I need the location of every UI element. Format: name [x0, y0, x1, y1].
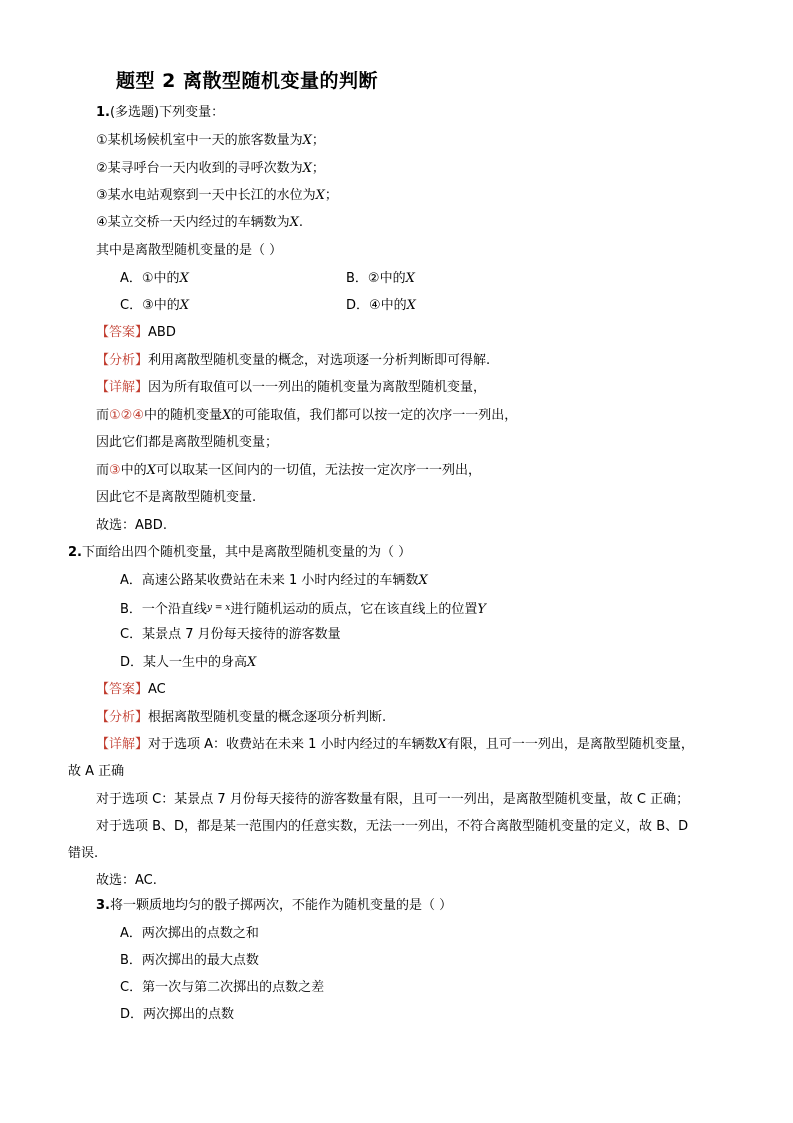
q1-detail-4d: 可以取某一区间内的一切值，无法按一定次序一一列出， — [155, 463, 481, 478]
q2-detail-2: 对于选项 C：某景点 7 月份每天接待的游客数量有限，且可一一列出，是离散型随机变量，故 C 正确； — [96, 792, 690, 807]
q2-detail-1c: 故 A 正确 — [68, 764, 125, 779]
q1-option-c — [120, 297, 189, 315]
q1-detail-4-var: X — [146, 463, 156, 478]
q2-stem-text: 下面给出四个随机变量，其中是离散型随机变量的为（ ） — [81, 545, 412, 560]
q1-item-2-suffix: ； — [311, 161, 325, 176]
q1-item-3-text: ③某水电站观察到一天中长江的水位为 — [96, 188, 316, 203]
q2-analysis — [96, 709, 386, 727]
q1-detail-4-circled: ③ — [109, 463, 121, 478]
q2-detail-1 — [96, 736, 694, 754]
q1-item-1-text: ①某机场候机室中一天的旅客数量为 — [96, 133, 303, 148]
q2-option-a-var: X — [418, 573, 428, 588]
q1-option-b-var: X — [405, 271, 415, 286]
q2-answer — [96, 681, 166, 699]
q1-item-4-var: X — [289, 215, 299, 230]
q1-detail-1-text: 因为所有取值可以一一列出的随机变量为离散型随机变量， — [148, 380, 487, 395]
q1-answer-tag: 【答案】 — [96, 325, 149, 340]
q2-number: 2. — [68, 545, 82, 560]
q1-analysis — [96, 352, 490, 370]
q1-detail-2 — [96, 407, 517, 425]
q1-option-a-label: A．①中的 — [120, 271, 180, 286]
q1-stem — [96, 104, 224, 122]
q1-option-a — [120, 270, 189, 288]
q1-detail-tag: 【详解】 — [96, 380, 149, 395]
q1-answer-value: ABD — [148, 325, 176, 340]
q2-option-b-text2: 进行随机运动的质点，它在该直线上的位置 — [230, 602, 478, 617]
q1-item-2 — [96, 160, 325, 178]
q1-detail-2-var: X — [222, 408, 232, 423]
q1-option-d-label: D．④中的 — [346, 298, 407, 313]
q1-option-b-label: B．②中的 — [346, 271, 406, 286]
q1-detail-2a: 而 — [96, 408, 110, 423]
q2-option-a-text: A．高速公路某收费站在未来 1 小时内经过的车辆数 — [120, 573, 419, 588]
q1-option-d-var: X — [406, 298, 416, 313]
q3-option-a: A．两次掷出的点数之和 — [120, 926, 259, 941]
q1-item-3 — [96, 187, 338, 205]
q3-stem — [96, 897, 452, 915]
q1-detail-4c: 中的 — [120, 463, 147, 478]
q1-option-c-var: X — [179, 298, 189, 313]
q1-item-3-suffix: ； — [324, 188, 338, 203]
q1-detail-2d: 的可能取值，我们都可以按一定的次序一一列出， — [231, 408, 518, 423]
q2-option-b — [120, 599, 486, 619]
q2-detail-3b: 错误. — [68, 846, 99, 861]
q1-detail-1 — [96, 379, 486, 397]
q2-stem — [68, 544, 411, 562]
q2-answer-tag: 【答案】 — [96, 682, 149, 697]
q1-item-1-suffix: ； — [311, 133, 325, 148]
q1-item-2-text: ②某寻呼台一天内收到的寻呼次数为 — [96, 161, 303, 176]
q1-detail-4 — [96, 462, 481, 480]
q2-answer-value: AC — [148, 682, 166, 697]
q3-stem-text: 将一颗质地均匀的骰子掷两次，不能作为随机变量的是（ ） — [109, 898, 453, 913]
q1-number: 1. — [96, 105, 110, 120]
q2-analysis-text: 根据离散型随机变量的概念逐项分析判断. — [148, 710, 387, 725]
q3-number: 3. — [96, 898, 110, 913]
q1-option-c-label: C．③中的 — [120, 298, 180, 313]
q1-answer — [96, 324, 176, 342]
q2-detail-1-var: X — [437, 737, 447, 752]
q2-conclusion: 故选：AC. — [96, 873, 157, 888]
q1-item-1 — [96, 132, 325, 150]
q2-option-d-var: X — [247, 655, 257, 670]
q2-analysis-tag: 【分析】 — [96, 710, 149, 725]
q1-detail-4a: 而 — [96, 463, 110, 478]
q2-option-d — [120, 654, 256, 672]
q3-option-d: D．两次掷出的点数 — [120, 1007, 235, 1022]
q2-detail-1a: 对于选项 A：收费站在未来 1 小时内经过的车辆数 — [148, 737, 438, 752]
q2-detail-tag: 【详解】 — [96, 737, 149, 752]
q2-option-d-text: D．某人一生中的身高 — [120, 655, 248, 670]
q1-detail-2c: 中的随机变量 — [143, 408, 222, 423]
q1-item-4 — [96, 214, 303, 232]
q1-item-4-suffix: . — [298, 215, 304, 230]
q1-analysis-tag: 【分析】 — [96, 353, 149, 368]
q1-detail-5: 因此它不是离散型随机变量. — [96, 490, 257, 505]
q2-detail-1b: 有限，且可一一列出，是离散型随机变量， — [446, 737, 694, 752]
q1-item-4-text: ④某立交桥一天内经过的车辆数为 — [96, 215, 290, 230]
q1-item-3-var: X — [315, 188, 325, 203]
q2-option-a — [120, 572, 428, 590]
q1-option-d — [346, 297, 416, 315]
q1-item-2-var: X — [302, 161, 312, 176]
q1-option-a-var: X — [179, 271, 189, 286]
q2-detail-3a: 对于选项 B、D，都是某一范围内的任意实数，无法一一列出，不符合离散型随机变量的定义，故 B、D — [96, 819, 689, 834]
q1-detail-3: 因此它们都是离散型随机变量； — [96, 435, 279, 450]
q2-option-b-text1: B．一个沿直线 — [120, 602, 207, 617]
q2-option-b-formula: y = x — [206, 603, 231, 613]
q1-analysis-text: 利用离散型随机变量的概念，对选项逐一分析判断即可得解. — [148, 353, 491, 368]
q1-detail-2-circled: ①②④ — [109, 408, 144, 423]
q1-stem-text: (多选题)下列变量： — [109, 105, 225, 120]
q1-item-1-var: X — [302, 133, 312, 148]
q3-option-c: C．第一次与第二次掷出的点数之差 — [120, 980, 325, 995]
section-title: 题型 2 离散型随机变量的判断 — [116, 70, 378, 92]
q2-option-c: C．某景点 7 月份每天接待的游客数量 — [120, 627, 341, 642]
q3-option-b: B．两次掷出的最大点数 — [120, 953, 259, 968]
q1-option-b — [346, 270, 415, 288]
q1-ask: 其中是离散型随机变量的是（ ） — [96, 243, 283, 258]
q1-conclusion: 故选：ABD. — [96, 518, 167, 533]
q2-option-b-var: Y — [477, 602, 486, 617]
